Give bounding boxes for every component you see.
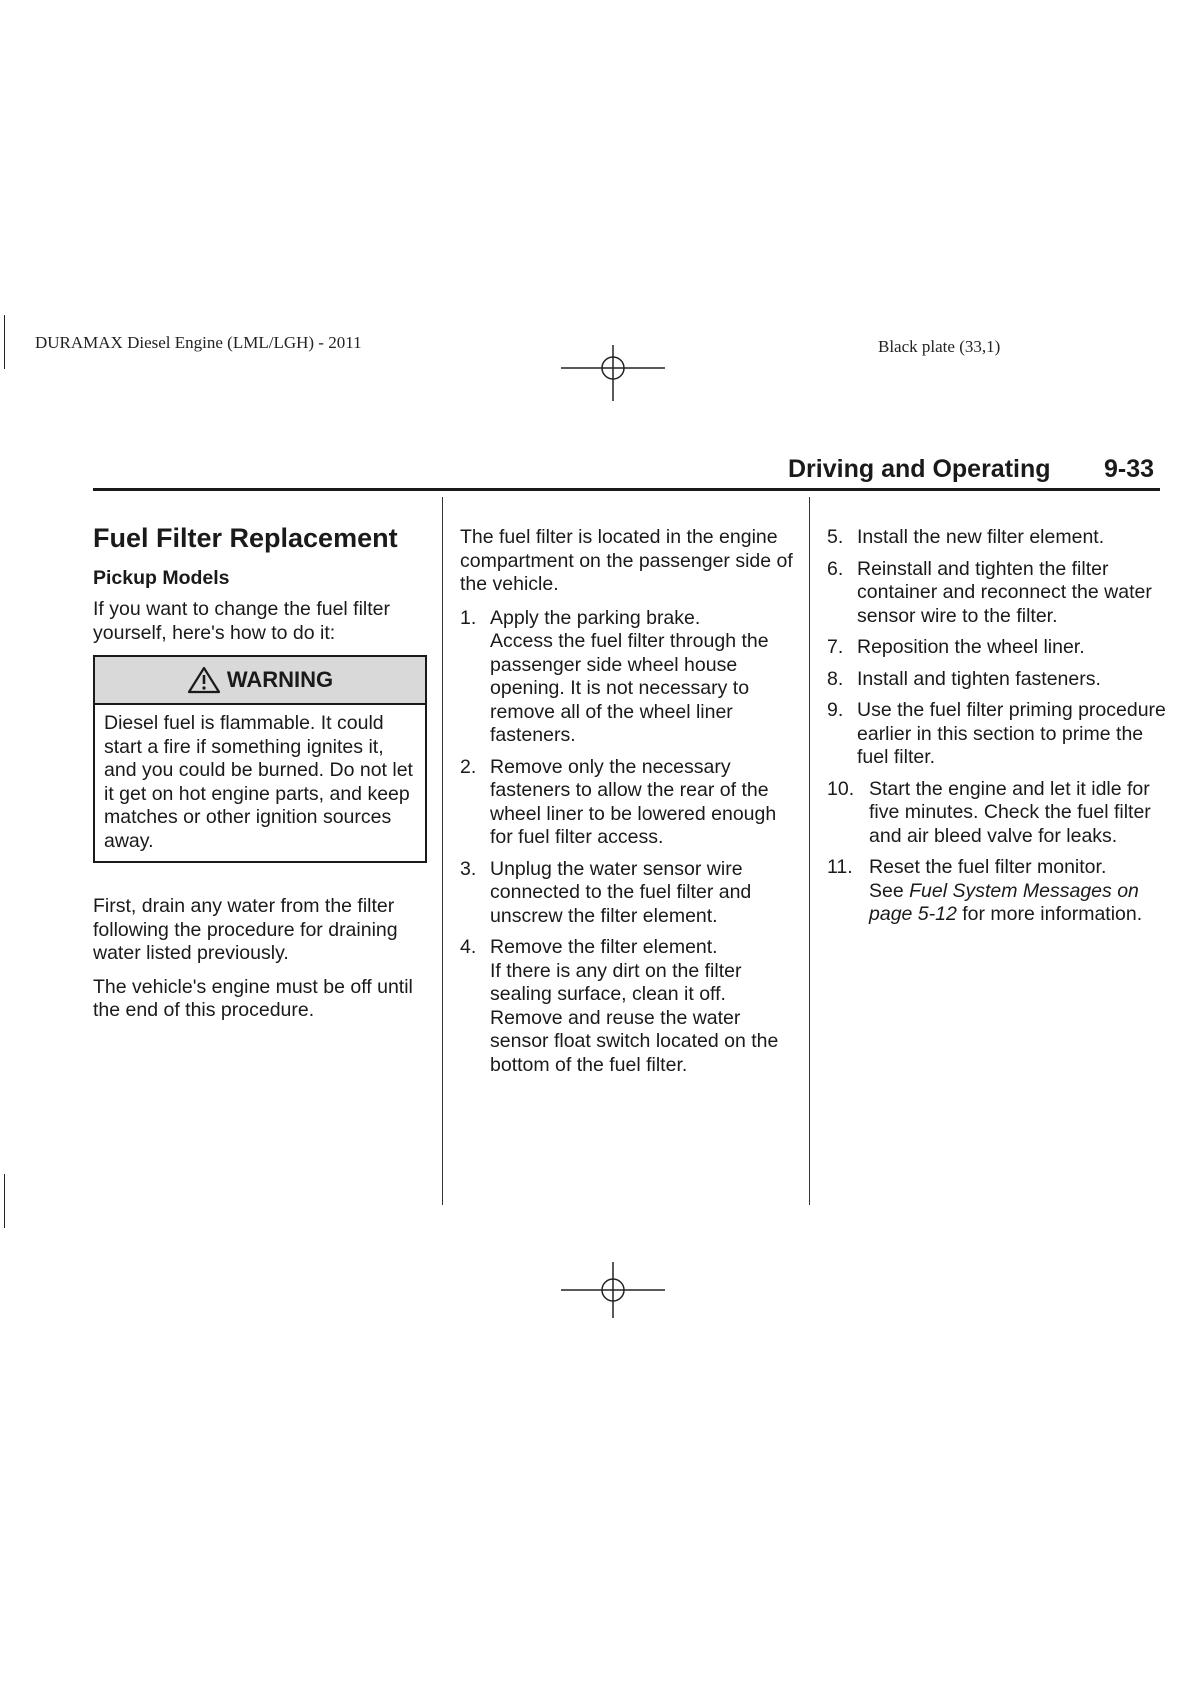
step-number: 4. [460,936,477,958]
cross-reference-link[interactable]: Fuel System Messages on page 5-12 [869,879,1139,925]
step-line: Reset the fuel filter monitor. [869,856,1107,878]
steps-list-right [827,526,1167,927]
warning-text: Diesel fuel is flammable. It could start a fire if something ignites it, and you could be burned. Do not let it get on hot engine parts, and keep matches or other ignition sources away. [104,712,413,852]
see-suffix: for more information. [956,903,1143,925]
drain-paragraph: First, drain any water from the filter following the procedure for draining water listed previously. [93,895,398,964]
article-title: Fuel Filter Replacement [93,523,398,553]
subheading: Pickup Models [93,567,230,589]
step-number: 3. [460,857,477,880]
list-item [460,756,794,850]
step-line: Remove the filter element. [490,936,718,958]
intro-paragraph: If you want to change the fuel filter yourself, here's how to do it: [93,598,391,644]
list-item [827,699,1167,770]
warning-header [95,657,425,705]
list-item [827,778,1167,849]
list-item [460,858,794,929]
header-rule [93,488,1160,491]
step-text [857,668,1167,692]
list-item [827,558,1167,629]
location-paragraph: The fuel filter is located in the engine compartment on the passenger side of the vehicle. [460,526,793,595]
step-number: 2. [460,755,477,778]
crop-mark-left-bottom [4,1174,5,1228]
step-line: Use the fuel filter priming procedure earlier in this section to prime the fuel filter. [857,699,1166,768]
print-header-right: Black plate (33,1) [878,337,1001,356]
list-item [460,607,794,748]
crop-mark-left-top [4,315,5,369]
list-item [827,668,1167,692]
step-text [857,699,1167,770]
step-line: If there is any dirt on the filter sealing surface, clean it off. Remove and reuse the water sensor float switch located on the bottom of the fuel filter. [490,959,779,1076]
step-text [857,558,1167,629]
crosshair-icon [561,1262,665,1318]
step-number: 8. [827,667,844,690]
warning-box [93,655,427,863]
step-text [857,636,1167,660]
column-divider [442,497,443,1205]
engine-off-paragraph: The vehicle's engine must be off until the end of this procedure. [93,975,413,1021]
step-number: 9. [827,699,844,721]
step-line: Reinstall and tighten the filter container and reconnect the water sensor wire to the filter. [857,557,1152,627]
column-divider [809,497,810,1205]
step-number: 6. [827,557,844,580]
step-line: Reposition the wheel liner. [857,636,1085,658]
print-header-left: DURAMAX Diesel Engine (LML/LGH) - 2011 [35,333,362,352]
see-reference [869,880,1167,927]
column-left [93,522,427,1033]
step-number: 7. [827,636,844,658]
step-text [857,526,1167,550]
steps-list-middle [460,607,794,1078]
step-text [490,607,794,748]
list-item [827,636,1167,660]
list-item [827,856,1167,927]
warning-label: WARNING [226,667,334,693]
step-line: Apply the parking brake. [490,606,701,629]
step-number: 11. [827,856,853,878]
step-text [490,858,794,929]
step-line: Access the fuel filter through the passenger side wheel house opening. It is not necessary to remove all of the wheel liner fasteners. [490,630,769,746]
step-number: 10. [827,777,855,800]
step-number: 5. [827,526,844,548]
step-line: Install the new filter element. [857,526,1105,548]
step-text [869,856,1167,927]
step-line: Install and tighten fasteners. [857,667,1101,690]
step-line: Remove only the necessary fasteners to allow the rear of the wheel liner to be lowered enough for fuel filter access. [490,755,777,848]
see-prefix: See [869,879,910,902]
step-text [490,756,794,850]
crosshair-icon [561,345,665,401]
step-text [490,936,794,1077]
step-number: 1. [460,606,477,629]
list-item [460,936,794,1077]
column-middle [460,526,794,1085]
step-line: Start the engine and let it idle for five minutes. Check the fuel filter and air bleed valve for leaks. [869,777,1151,847]
section-title: Driving and Operating [788,455,1051,483]
page-number: 9-33 [1104,455,1155,483]
warning-triangle-icon [187,666,221,694]
step-line: Unplug the water sensor wire connected to the fuel filter and unscrew the filter element. [490,857,752,927]
step-text [869,778,1167,849]
list-item [827,526,1167,550]
column-right [827,526,1167,935]
